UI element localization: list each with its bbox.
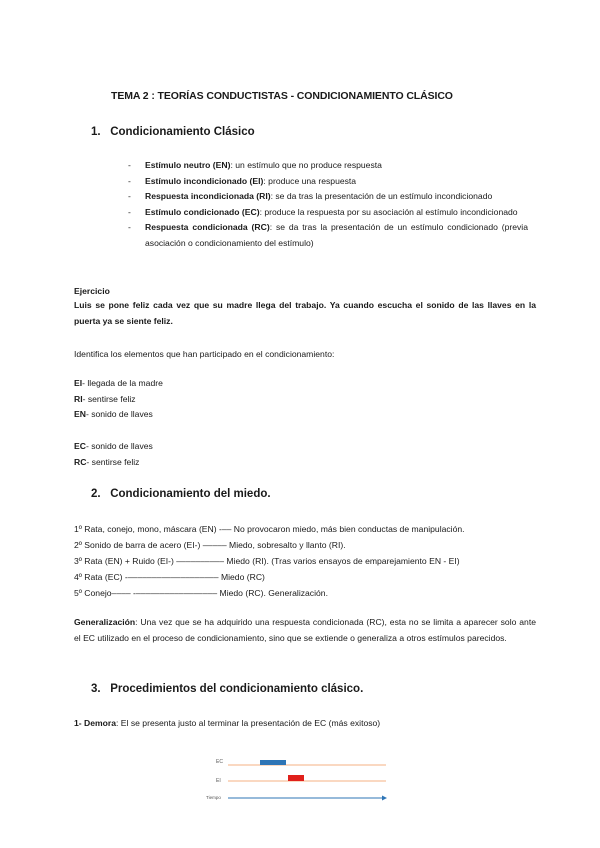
- time-label: Tiempo: [206, 795, 221, 800]
- list-dash: -: [128, 191, 131, 201]
- definitions-list: [128, 158, 528, 251]
- section-1-title: Condicionamiento Clásico: [110, 126, 255, 138]
- term-description: : se da tras la presentación de un estímulo condicionado (previa asociación o condicionamiento del estímulo): [145, 222, 528, 248]
- section-3-number: 3.: [91, 683, 101, 695]
- answer-row: [74, 438, 153, 454]
- delay-label: 1- Demora: [74, 718, 117, 728]
- list-item: [128, 174, 528, 190]
- fear-line: 5º Conejo–––– -––––––––––––––––– Miedo (RC). Generalización.: [74, 588, 328, 598]
- section-3-heading: [91, 683, 363, 695]
- section-2-heading: [91, 488, 271, 500]
- list-dash: -: [128, 160, 131, 170]
- list-item: [128, 220, 528, 251]
- section-3-title: Procedimientos del condicionamiento clásico.: [110, 683, 364, 695]
- fear-line: 4º Rata (EC) -––––––––––––––––––– Miedo (RC): [74, 572, 265, 582]
- term-description: : un estímulo que no produce respuesta: [230, 160, 382, 170]
- fear-line: 1º Rata, conejo, mono, máscara (EN) -–– No provocaron miedo, más bien conductas de manipulación.: [74, 524, 465, 534]
- term: Estímulo condicionado (EC): [145, 206, 260, 217]
- section-2-number: 2.: [91, 488, 101, 500]
- answer-value: - sonido de llaves: [85, 409, 153, 419]
- exercise-text: Luis se pone feliz cada vez que su madre llega del trabajo. Ya cuando escucha el sonido de las llaves en la puerta ya se siente feliz.: [74, 300, 536, 326]
- document-title: TEMA 2 : TEORÍAS CONDUCTISTAS - CONDICIONAMIENTO CLÁSICO: [111, 90, 453, 102]
- answer-value: - llegada de la madre: [82, 378, 163, 388]
- ei-stimulus-bar: [288, 775, 304, 781]
- list-dash: -: [128, 206, 131, 217]
- term: Respuesta condicionada (RC): [145, 222, 270, 232]
- list-dash: -: [128, 222, 131, 232]
- answer-key: EC: [74, 441, 86, 451]
- generalization-paragraph: [74, 614, 536, 646]
- answer-key: EN: [74, 409, 86, 419]
- answer-key: RI: [74, 394, 83, 404]
- answer-row: [74, 454, 139, 470]
- ec-stimulus-bar: [260, 760, 286, 765]
- fear-line: 2º Sonido de barra de acero (EI-) ––––– Miedo, sobresalto y llanto (RI).: [74, 540, 346, 550]
- answer-key: EI: [74, 378, 83, 388]
- identify-instruction: Identifica los elementos que han participado en el condicionamiento:: [74, 349, 335, 359]
- delay-text: : El se presenta justo al terminar la presentación de EC (más exitoso): [116, 718, 381, 728]
- section-1-heading: [91, 126, 255, 138]
- term-description: : se da tras la presentación de un estímulo incondicionado: [270, 191, 493, 201]
- generalization-text: : Una vez que se ha adquirido una respuesta condicionada (RC), esta no se limita a aparecer solo ante el EC utilizado en el proceso de condicionamiento, sino que se extiende o generaliza a otros estímulos parecidos.: [74, 617, 536, 643]
- fear-line: 3º Rata (EN) + Ruido (EI-) –––––––––– Miedo (RI). (Tras varios ensayos de emparejamiento EN - EI): [74, 556, 460, 566]
- list-item: [128, 205, 528, 221]
- answer-value: - sentirse feliz: [86, 457, 140, 467]
- exercise-label-text: Ejercicio: [74, 286, 110, 296]
- term-description: : produce una respuesta: [263, 175, 357, 186]
- list-item: [128, 189, 528, 205]
- list-dash: -: [128, 175, 131, 186]
- term: Respuesta incondicionada (RI): [145, 191, 271, 201]
- answer-row: [74, 391, 136, 407]
- answer-row: [74, 375, 163, 391]
- ei-label: EI: [216, 778, 221, 784]
- generalization-label: Generalización: [74, 617, 136, 627]
- section-2-title: Condicionamiento del miedo.: [110, 488, 271, 500]
- term: Estímulo incondicionado (EI): [145, 175, 264, 186]
- answer-key: RC: [74, 457, 87, 467]
- answer-value: - sentirse feliz: [82, 394, 136, 404]
- term-description: : produce la respuesta por su asociación al estímulo incondicionado: [259, 206, 518, 217]
- delay-procedure: [74, 715, 380, 731]
- answer-value: - sonido de llaves: [85, 441, 153, 451]
- term: Estímulo neutro (EN): [145, 160, 231, 170]
- ec-label: EC: [216, 759, 223, 765]
- section-1-number: 1.: [91, 126, 101, 138]
- timing-diagram: [196, 751, 396, 809]
- list-item: [128, 158, 528, 174]
- time-arrow-icon: [382, 796, 387, 801]
- answer-row: [74, 406, 153, 422]
